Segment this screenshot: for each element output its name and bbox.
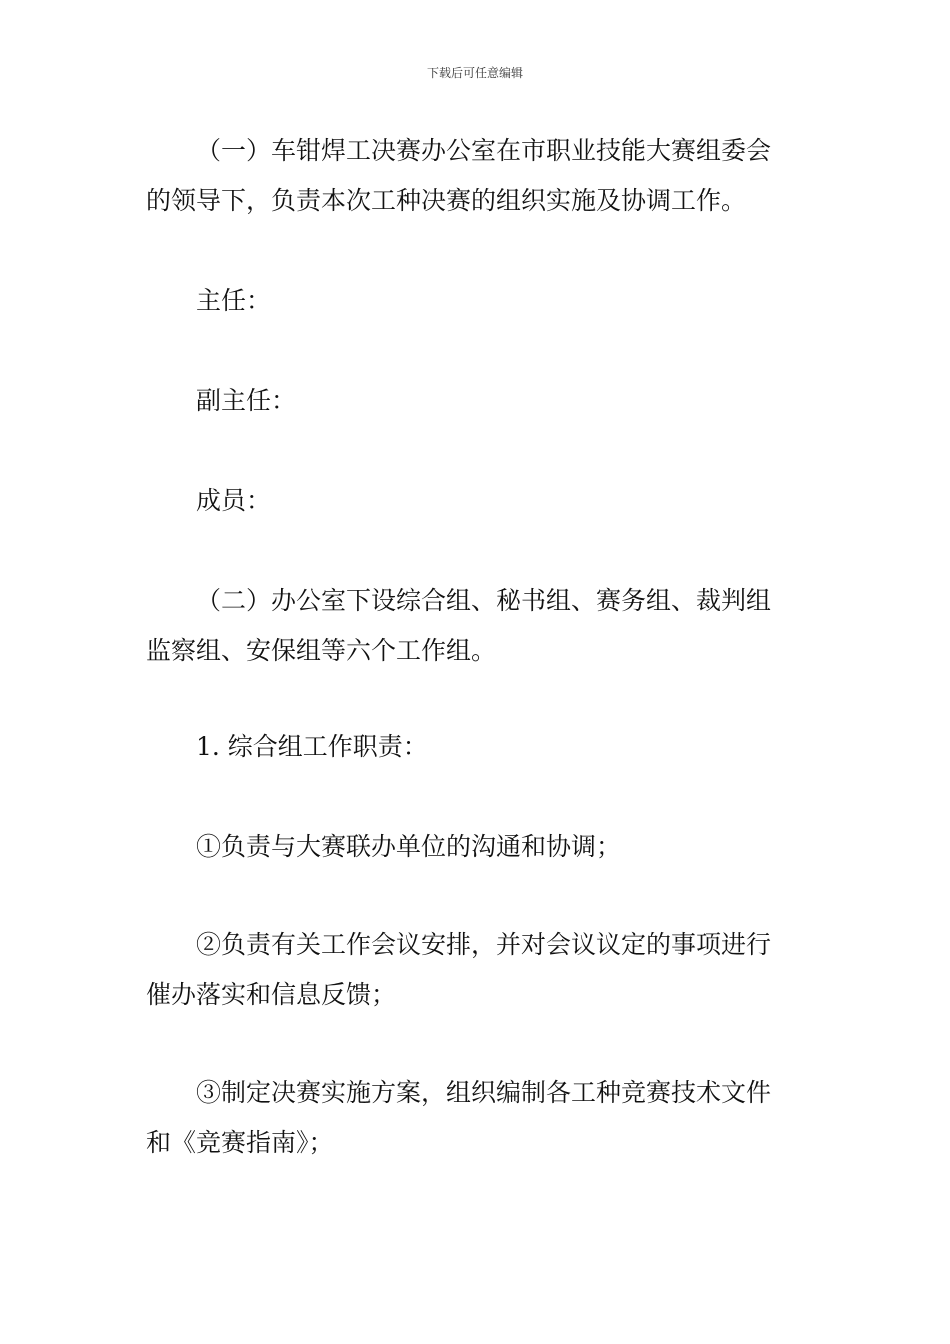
paragraph-general-group-heading — [146, 722, 810, 772]
paragraph-line: 1. 综合组工作职责： — [196, 732, 428, 761]
paragraph-duty-2 — [146, 920, 810, 1020]
paragraph-line: 副主任： — [196, 386, 297, 415]
paragraph-line: 成员： — [196, 486, 272, 515]
paragraph-working-groups — [146, 576, 810, 676]
paragraph-duty-3 — [146, 1068, 810, 1168]
paragraph-duty-1 — [146, 822, 810, 872]
paragraph-line: 的领导下，负责本次工种决赛的组织实施及协调工作。 — [146, 186, 747, 215]
paragraph-line: 监察组、安保组等六个工作组。 — [146, 636, 497, 665]
paragraph-line: （二）办公室下设综合组、秘书组、赛务组、裁判组 — [196, 586, 772, 615]
paragraph-director — [146, 276, 810, 326]
paragraph-members — [146, 476, 810, 526]
paragraph-line: ②负责有关工作会议安排，并对会议议定的事项进行 — [196, 930, 772, 959]
paragraph-line: ③制定决赛实施方案，组织编制各工种竞赛技术文件 — [196, 1078, 772, 1107]
paragraph-line: 主任： — [196, 286, 272, 315]
paragraph-line: ①负责与大赛联办单位的沟通和协调； — [196, 832, 622, 861]
paragraph-line: （一）车钳焊工决赛办公室在市职业技能大赛组委会 — [196, 136, 772, 165]
paragraph-line: 和《竞赛指南》； — [146, 1128, 334, 1157]
paragraph-line: 催办落实和信息反馈； — [146, 980, 397, 1009]
paragraph-deputy-director — [146, 376, 810, 426]
page-header: 下载后可任意编辑 — [426, 66, 523, 80]
paragraph-office-intro — [146, 126, 810, 226]
